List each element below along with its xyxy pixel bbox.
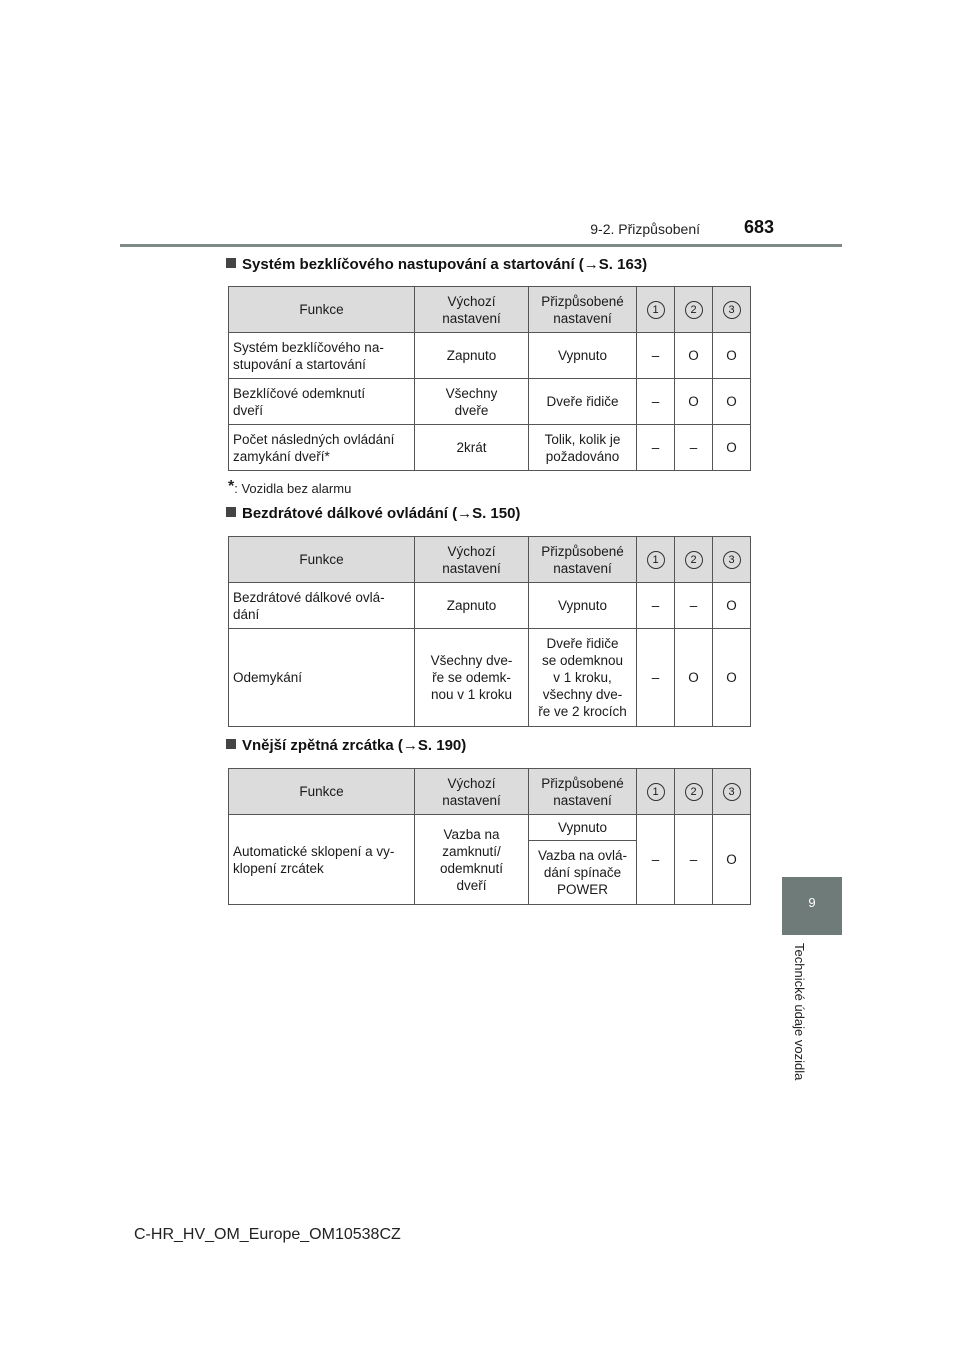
cell-custom-option: Vypnuto (529, 815, 637, 841)
cell-default: Zapnuto (415, 583, 529, 629)
chapter-number: 9 (808, 895, 816, 910)
circle-3-icon: 3 (723, 551, 741, 569)
header-custom: Přizpůsobené nastavení (529, 287, 637, 333)
table-row (229, 583, 751, 629)
cell-custom: Dveře řidiče (529, 379, 637, 425)
page-header (120, 215, 842, 245)
table-header-row (229, 769, 751, 815)
square-bullet-icon (226, 258, 236, 268)
cell-function: Automatické sklopení a vy- klopení zrcátek (229, 815, 415, 905)
cell-default: Všechny dve- ře se odemk- nou v 1 kroku (415, 629, 529, 727)
circle-2-icon: 2 (685, 551, 703, 569)
cell-c1: – (637, 425, 675, 471)
footnote-text: : Vozidla bez alarmu (234, 481, 352, 496)
cell-default: Vazba na zamknutí/ odemknutí dveří (415, 815, 529, 905)
cell-c1: – (637, 379, 675, 425)
table-row (229, 379, 751, 425)
header-custom: Přizpůsobené nastavení (529, 537, 637, 583)
table-row (229, 333, 751, 379)
table-keyless (228, 286, 751, 471)
cell-c1: – (637, 333, 675, 379)
cell-c2: – (675, 425, 713, 471)
cell-c1: – (637, 583, 675, 629)
cell-c3: O (713, 629, 751, 727)
circle-2-icon: 2 (685, 301, 703, 319)
cell-c2: – (675, 583, 713, 629)
cell-default: Všechny dveře (415, 379, 529, 425)
cell-default: 2krát (415, 425, 529, 471)
circle-1-icon: 1 (647, 783, 665, 801)
cell-c3: O (713, 379, 751, 425)
table-remote (228, 536, 751, 727)
header-funkce: Funkce (229, 287, 415, 333)
cell-custom: Tolik, kolik je požadováno (529, 425, 637, 471)
table-row (229, 815, 751, 841)
cell-function: Systém bezklíčového na- stupování a startování (229, 333, 415, 379)
circle-1-icon: 1 (647, 551, 665, 569)
circle-2-icon: 2 (685, 783, 703, 801)
section-title-keyless: Systém bezklíčového nastupování a startování (→S. 163) (226, 256, 647, 273)
square-bullet-icon (226, 507, 236, 517)
cell-custom: Vypnuto (529, 583, 637, 629)
document-code: C-HR_HV_OM_Europe_OM10538CZ (134, 1226, 401, 1243)
cell-custom: Vypnuto (529, 333, 637, 379)
chapter-tab (782, 877, 842, 935)
cell-c1: – (637, 815, 675, 905)
page-number: 683 (743, 217, 774, 237)
cell-function: Bezdrátové dálkové ovlá- dání (229, 583, 415, 629)
cell-function: Odemykání (229, 629, 415, 727)
cell-custom: Dveře řidiče se odemknou v 1 kroku, všechny dve- ře ve 2 krocích (529, 629, 637, 727)
header-funkce: Funkce (229, 537, 415, 583)
header-rule (120, 244, 842, 247)
square-bullet-icon (226, 739, 236, 749)
circle-3-icon: 3 (723, 783, 741, 801)
cell-custom-option: Vazba na ovlá- dání spínače POWER (529, 841, 637, 905)
table-header-row (229, 287, 751, 333)
section-title-remote: Bezdrátové dálkové ovládání (→S. 150) (226, 505, 520, 522)
section-title-mirrors: Vnější zpětná zrcátka (→S. 190) (226, 737, 466, 754)
cell-c3: O (713, 425, 751, 471)
header-funkce: Funkce (229, 769, 415, 815)
chapter-label: Technické údaje vozidla (792, 943, 807, 1081)
footnote (228, 478, 351, 496)
header-default: Výchozí nastavení (415, 537, 529, 583)
cell-c3: O (713, 815, 751, 905)
table-row (229, 425, 751, 471)
section-label: 9-2. Přizpůsobení (590, 221, 700, 237)
cell-default: Zapnuto (415, 333, 529, 379)
cell-function: Počet následných ovládání zamykání dveří* (229, 425, 415, 471)
cell-c3: O (713, 583, 751, 629)
cell-c2: O (675, 333, 713, 379)
cell-c2: O (675, 629, 713, 727)
circle-1-icon: 1 (647, 301, 665, 319)
cell-c3: O (713, 333, 751, 379)
circle-3-icon: 3 (723, 301, 741, 319)
footnote-mark: * (228, 478, 235, 495)
table-mirrors (228, 768, 751, 905)
header-default: Výchozí nastavení (415, 769, 529, 815)
cell-c2: O (675, 379, 713, 425)
cell-function: Bezklíčové odemknutí dveří (229, 379, 415, 425)
header-custom: Přizpůsobené nastavení (529, 769, 637, 815)
cell-c2: – (675, 815, 713, 905)
cell-c1: – (637, 629, 675, 727)
header-default: Výchozí nastavení (415, 287, 529, 333)
table-header-row (229, 537, 751, 583)
table-row (229, 629, 751, 727)
